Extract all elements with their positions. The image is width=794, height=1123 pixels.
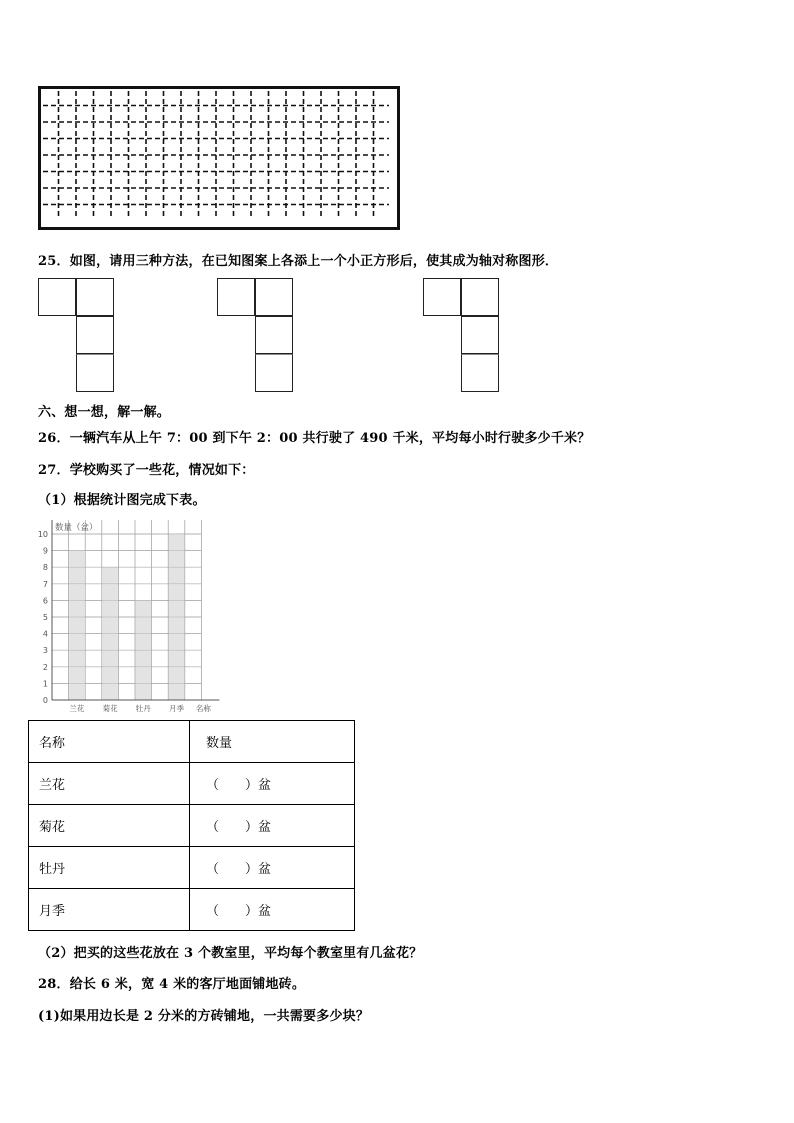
- chart-category-label: 月季: [169, 704, 184, 713]
- cell-name: 月季: [29, 889, 190, 931]
- chart-y-axis-label: 数量（盆）: [55, 523, 98, 533]
- square-cell: [38, 278, 76, 316]
- square-cell: [76, 278, 114, 316]
- cell-quantity-blank[interactable]: （ ）盆: [190, 889, 355, 931]
- question-26-text: 26．一辆汽车从上午 7：00 到下午 2：00 共行驶了 490 千米，平均每小时行驶多少千米？: [38, 431, 591, 446]
- table-row: [29, 847, 355, 889]
- square-cell: [217, 278, 255, 316]
- cell-quantity-blank[interactable]: （ ）盆: [190, 805, 355, 847]
- header-name: 名称: [29, 721, 190, 763]
- question-27-text: 27．学校购买了一些花，情况如下：: [38, 463, 255, 478]
- cell-name: 牡丹: [29, 847, 190, 889]
- table-row: [29, 763, 355, 805]
- chart-y-tick-label: 2: [42, 662, 48, 672]
- chart-y-tick-label: 3: [42, 646, 48, 656]
- table-row: [29, 889, 355, 931]
- cell-name: 兰花: [29, 763, 190, 805]
- chart-x-axis-label: 名称: [195, 704, 211, 713]
- question-27-part-1: （1）根据统计图完成下表。: [38, 493, 206, 508]
- chart-category-label: 兰花: [69, 704, 85, 713]
- square-cell: [461, 354, 499, 392]
- chart-y-tick-label: 5: [42, 613, 48, 622]
- chart-bar: [69, 551, 85, 700]
- question-28-text: 28．给长 6 米，宽 4 米的客厅地面铺地砖。: [38, 977, 306, 992]
- square-cell: [461, 316, 499, 354]
- table-row: [29, 805, 355, 847]
- question-27-part-2: （2）把买的这些花放在 3 个教室里，平均每个教室里有几盆花？: [38, 946, 423, 961]
- dashed-grid-figure: [38, 86, 400, 230]
- square-cell: [255, 354, 293, 392]
- chart-y-tick-label: 9: [42, 546, 48, 556]
- chart-y-tick-label: 6: [42, 596, 48, 606]
- table-header-row: [29, 721, 355, 763]
- cell-name: 菊花: [29, 805, 190, 847]
- flower-bar-chart: [26, 514, 241, 714]
- cell-quantity-blank[interactable]: （ ）盆: [190, 763, 355, 805]
- header-quantity: 数量: [190, 721, 355, 763]
- chart-category-label: 菊花: [102, 704, 118, 713]
- chart-category-label: 牡丹: [135, 704, 151, 713]
- chart-y-tick-label: 4: [42, 629, 48, 639]
- chart-y-tick-label: 8: [42, 563, 48, 573]
- dashed-grid-lines: [41, 89, 397, 227]
- flower-quantity-table: [28, 720, 355, 931]
- chart-y-tick-label: 7: [42, 579, 48, 589]
- chart-y-tick-label: 1: [42, 679, 48, 689]
- square-cell: [255, 278, 293, 316]
- chart-y-tick-label: 10: [37, 530, 48, 539]
- square-cell: [76, 316, 114, 354]
- square-cell: [255, 316, 293, 354]
- square-cell: [461, 278, 499, 316]
- chart-y-tick-label: 0: [42, 696, 48, 705]
- question-28-part-1: (1)如果用边长是 2 分米的方砖铺地，一共需要多少块？: [38, 1009, 370, 1024]
- section-6-heading: 六、想一想，解一解。: [38, 405, 171, 420]
- square-cell: [423, 278, 461, 316]
- cell-quantity-blank[interactable]: （ ）盆: [190, 847, 355, 889]
- question-25-text: 25．如图，请用三种方法，在已知图案上各添上一个小正方形后，使其成为轴对称图形．: [38, 254, 559, 269]
- square-cell: [76, 354, 114, 392]
